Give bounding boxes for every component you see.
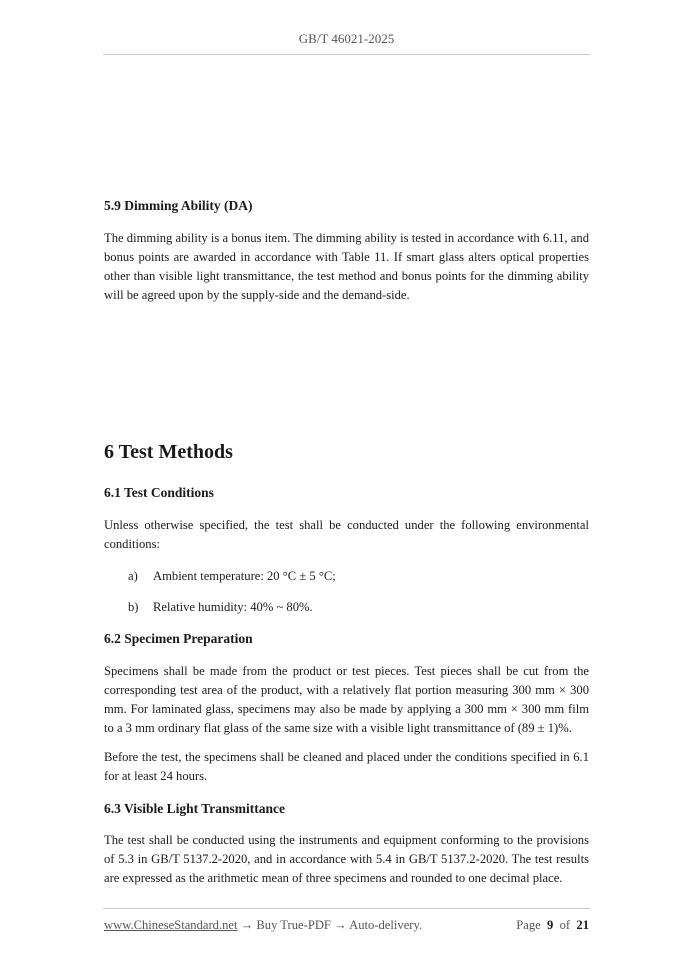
header-divider (103, 54, 590, 55)
list-item (128, 598, 313, 617)
section-6-3 (104, 800, 589, 818)
list-text: Ambient temperature: 20 °C ± 5 °C; (153, 569, 336, 583)
footer-divider (103, 908, 590, 909)
page-label: Page (516, 918, 541, 932)
page-number: 9 (547, 918, 554, 932)
section-5-9-heading: 5.9 Dimming Ability (DA) (104, 198, 253, 213)
section-6-2-body-block-2 (104, 748, 589, 786)
section-6-3-body-block (104, 831, 589, 888)
page-header-doc-id: GB/T 46021-2025 (298, 31, 395, 46)
section-6-heading: 6 Test Methods (104, 441, 233, 463)
section-6-3-heading: 6.3 Visible Light Transmittance (104, 801, 286, 816)
page-number-indicator (516, 918, 589, 933)
of-label: of (559, 918, 571, 932)
list-marker: a) (128, 569, 138, 583)
list-marker: b) (128, 600, 139, 614)
section-6-2 (104, 630, 589, 648)
section-6-3-body: The test shall be conducted using the instruments and equipment conforming to the provisions of 5.3 in GB/T 5137.2-2020, and in accordance with 5.4 in GB/T 5137.2-2020. The test results are expressed as the arithmetic mean of three specimens and rounded to one decimal place. (104, 833, 589, 885)
section-5-9-body: The dimming ability is a bonus item. The dimming ability is tested in accordance with 6.11, and bonus points are awarded in accordance with Table 11. If smart glass alters optical properties other than visible light transmittance, the test method and bonus points for the dimming ability will be agreed upon by the supply-side and the demand-side. (104, 231, 589, 302)
section-6-2-heading: 6.2 Specimen Preparation (104, 631, 253, 646)
section-6-2-body-block (104, 662, 589, 738)
section-6-1-body: Unless otherwise specified, the test shall be conducted under the following environmental conditions: (104, 518, 589, 551)
section-5-9-body-block (104, 229, 589, 305)
page-total: 21 (576, 918, 589, 932)
section-6-1-body-block (104, 516, 589, 554)
footer-tagline: → Buy True-PDF → Auto-delivery. (237, 918, 423, 932)
footer-site-link[interactable]: www.ChineseStandard.net (104, 918, 238, 932)
section-6-2-body-1: Specimens shall be made from the product or test pieces. Test pieces shall be cut from the corresponding test area of the product, with a relatively flat portion measuring 300 mm × 300 mm. For laminated glass, specimens may also be made by applying a 300 mm × 300 mm film to a 3 mm ordinary flat glass of the same size with a visible light transmittance of (89 ± 1)%. (104, 664, 589, 735)
section-6-2-body-2: Before the test, the specimens shall be cleaned and placed under the conditions specified in 6.1 for at least 24 hours. (104, 750, 589, 783)
footer-promo (104, 918, 422, 933)
section-6-1 (104, 484, 589, 502)
section-5-9 (104, 197, 589, 215)
section-6-1-heading: 6.1 Test Conditions (104, 485, 214, 500)
section-6 (104, 440, 589, 464)
list-item (128, 567, 336, 586)
list-text: Relative humidity: 40% ~ 80%. (153, 600, 313, 614)
